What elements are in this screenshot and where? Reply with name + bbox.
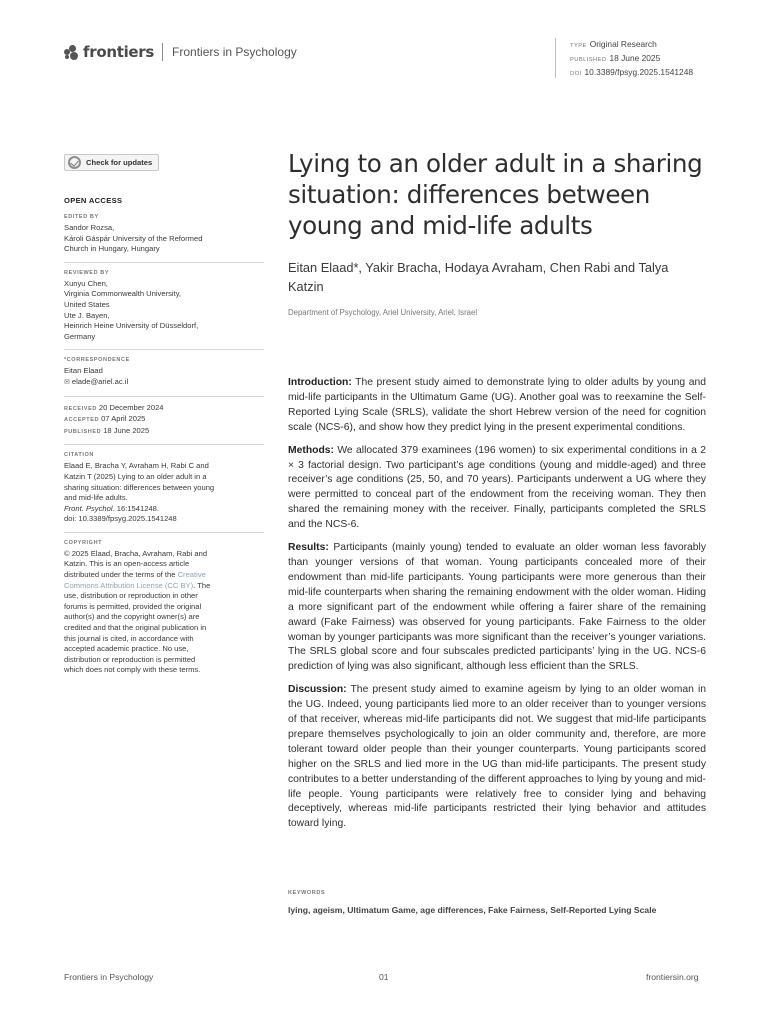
corresponding-author: Eitan Elaad <box>64 366 103 376</box>
citation-section: CITATION Elaad E, Bracha Y, Avraham H, Rabi C and Katzin T (2025) Lying to an older adult in a sharing situation: differences between young and mid-life adults. Front. Psychol. 16:1541248. doi: 10.3389/fpsyg.2025.1541248 <box>64 451 264 525</box>
dates-section <box>64 403 264 438</box>
journal-brand[interactable] <box>64 42 297 62</box>
keywords-label: KEYWORDS <box>288 890 326 896</box>
footer-site-link[interactable]: frontiersin.org <box>646 972 699 982</box>
reviewed-by-section: REVIEWED BY Xunyu Chen, Virginia Commonwealth University, United States Ute J. Bayen, Heinrich Heine University of Düsseldorf, Germany <box>64 269 264 343</box>
keywords-section <box>288 890 706 916</box>
divider <box>64 262 264 263</box>
brand-divider <box>162 43 163 61</box>
check-for-updates-button[interactable] <box>64 154 159 171</box>
correspondence-email[interactable]: elade@ariel.ac.il <box>71 376 129 386</box>
email-icon: ✉ <box>64 378 70 386</box>
article-sidebar <box>64 196 264 683</box>
license-link[interactable]: Commons Attribution License (CC BY) <box>64 580 194 590</box>
correspondence-section: *CORRESPONDENCE Eitan Elaad ✉ elade@ariel.ac.il <box>64 356 264 388</box>
article-header <box>288 148 706 317</box>
open-access-label: OPEN ACCESS <box>64 196 123 205</box>
accepted-date: ACCEPTED 07 April 2025 <box>64 414 146 424</box>
journal-name: Frontiers in Psychology <box>172 45 297 59</box>
copyright-section: COPYRIGHT © 2025 Elaad, Bracha, Avraham, Rabi and Katzin. This is an open-access article distributed under the terms of the Creative Commons Attribution License (CC BY). The use, distribution or reproduction in other forums is permitted, provided the original author(s) and the copyright owner(s) are credited and that the original publication in this journal is cited, in accordance with accepted academic practice. No use, distribution or reproduction is permitted which does not comply with these terms. <box>64 539 211 675</box>
article-meta <box>555 38 693 78</box>
published-date: PUBLISHED 18 June 2025 <box>64 425 150 435</box>
citation-journal: Front. Psychol. <box>64 503 115 513</box>
abstract-results: Results: Participants (mainly young) tended to evaluate an older woman less favorably than younger versions of that woman. Young participants concealed more of their endowment than mid-life participants. Young participants were more generous than their mid-life counterparts when sharing the remaining endowment with the older woman. Hiding a more significant part of the endowment while offering a fairer share of the remaining award (Fake Fairness) was observed for young participants. Fake Fairness to the older woman by younger participants was more significant than the receiver’s younger variations. The SRLS global score and four subscales predicted participants’ lying in the UG. NCS-6 prediction of lying was also significant, although less efficient than the SRLS. <box>288 542 706 673</box>
abstract <box>288 376 706 840</box>
license-link[interactable]: Creative <box>177 570 206 580</box>
footer-journal[interactable]: Frontiers in Psychology <box>64 972 154 982</box>
reviewer-name: Ute J. Bayen, <box>64 310 110 320</box>
page-number: 01 <box>379 972 389 982</box>
citation-doi[interactable]: doi: 10.3389/fpsyg.2025.1541248 <box>64 514 177 524</box>
abstract-discussion: Discussion: The present study aimed to examine ageism by lying to an older woman in the UG. Indeed, young participants lied more to an older receiver than to younger versions of that receiver, whereas mid-life participants did not. We suggest that mid-life participants prepare themselves psychologically to join an older community and, therefore, are more tolerant toward older people than their younger counterparts. Young participants scored higher on the SRLS and lied more in the UG than mid-life participants. The present study contributes to a better understanding of the different approaches to lying by young and mid-life people. Young participants were relatively free to consider lying and behaving deceptively, whereas mid-life participants restricted their lying behavior and attitudes toward lying. <box>288 684 706 830</box>
editor-name: Sandor Rozsa, <box>64 223 115 232</box>
affiliation: Department of Psychology, Ariel University, Ariel, Israel <box>288 308 478 317</box>
check-updates-icon <box>68 156 81 169</box>
divider <box>64 444 264 445</box>
brand-name: frontiers <box>83 43 155 61</box>
divider <box>64 349 264 350</box>
meta-published: PUBLISHED 18 June 2025 <box>570 53 661 63</box>
reviewer-name: Xunyu Chen, <box>64 278 108 288</box>
keywords-list: lying, ageism, Ultimatum Game, age differences, Fake Fairness, Self-Reported Lying Scale <box>288 905 657 915</box>
author-list: Eitan Elaad*, Yakir Bracha, Hodaya Avraham, Chen Rabi and Talya Katzin <box>288 260 669 294</box>
check-updates-label: Check for updates <box>86 158 153 167</box>
abstract-introduction: Introduction: The present study aimed to demonstrate lying to older adults by young and mid-life participants in the Ultimatum Game (UG). Another goal was to reexamine the Self-Reported Lying Scale (SRLS), validate the short Hebrew version of the need for cognition scale (NCS-6), and show how they predict lying in the present experimental conditions. <box>288 377 706 433</box>
abstract-methods: Methods: We allocated 379 examinees (196 women) to six experimental conditions in a 2 × 3 factorial design. Two participant’s age conditions (young and middle-aged) and three receiver’s age conditions (25, 50, and 70 years). Participants underwent a UG where they were permitted to conceal part of the endowment from the receiving woman. They then shared the remaining money with the receiver. Finally, participants completed the SRLS and the NCS-6. <box>288 444 706 531</box>
article-title: Lying to an older adult in a sharing situation: differences between young and mid-life adults <box>288 149 703 240</box>
edited-by-section: EDITED BY Sandor Rozsa, Károli Gáspár University of the Reformed Church in Hungary, Hungary <box>64 213 264 255</box>
meta-type: TYPE Original Research <box>570 39 657 49</box>
meta-doi[interactable]: DOI 10.3389/fpsyg.2025.1541248 <box>570 67 694 77</box>
received-date: RECEIVED 20 December 2024 <box>64 402 164 412</box>
frontiers-logo-icon <box>64 45 79 60</box>
divider <box>64 532 264 533</box>
divider <box>64 396 264 397</box>
